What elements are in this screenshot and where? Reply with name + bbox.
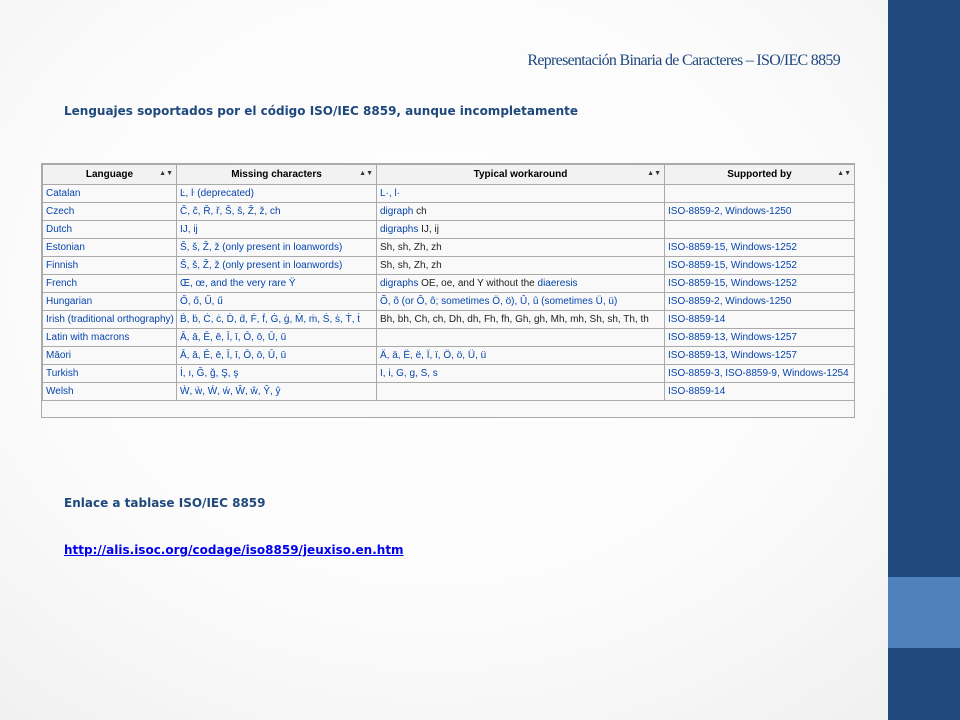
workaround: Sh, sh, Zh, zh bbox=[380, 260, 442, 271]
workaround[interactable]: L·, l· bbox=[380, 188, 400, 199]
slide-sidebar bbox=[888, 0, 960, 720]
missing-chars[interactable]: İ, ı, Ğ, ğ, Ş, ş bbox=[180, 368, 239, 379]
iso8859-url-link[interactable]: http://alis.isoc.org/codage/iso8859/jeuxiso.en.htm bbox=[64, 543, 404, 557]
missing-chars[interactable]: Ŀ, ŀ (deprecated) bbox=[180, 188, 254, 199]
missing-chars[interactable]: Ā, ā, Ē, ē, Ī, ī, Ō, ō, Ū, ū bbox=[180, 332, 287, 343]
column-header-label: Missing characters bbox=[231, 169, 322, 180]
workaround-text: OE, oe, and Y without the bbox=[418, 278, 538, 289]
table-row bbox=[43, 275, 855, 293]
table-row bbox=[43, 203, 855, 221]
missing-chars[interactable]: Ő, ő, Ű, ű bbox=[180, 296, 223, 307]
missing-chars[interactable]: Š, š, Ž, ž (only present in loanwords) bbox=[180, 242, 343, 253]
missing-chars[interactable]: Ḃ, ḃ, Ċ, ċ, Ḋ, ḋ, Ḟ, ḟ, Ġ, ġ, Ṁ, ṁ, Ṡ, ṡ, Ṫ, ṫ bbox=[180, 314, 361, 325]
supported-by[interactable]: ISO-8859-14 bbox=[668, 314, 726, 325]
column-header-language[interactable] bbox=[43, 165, 177, 185]
supported-by[interactable]: ISO-8859-2, Windows-1250 bbox=[668, 296, 792, 307]
workaround[interactable]: I, i, G, g, S, s bbox=[380, 368, 438, 379]
language-link[interactable]: Czech bbox=[46, 206, 75, 217]
table-row bbox=[43, 329, 855, 347]
supported-by[interactable]: ISO-8859-15, Windows-1252 bbox=[668, 260, 797, 271]
table-row bbox=[43, 347, 855, 365]
workaround[interactable]: Ä, ä, Ë, ë, Ï, ï, Ö, ö, Ü, ü bbox=[380, 350, 487, 361]
column-header-label: Language bbox=[85, 169, 134, 180]
diaeresis-link[interactable]: diaeresis bbox=[537, 278, 578, 289]
table-row bbox=[43, 293, 855, 311]
missing-chars[interactable]: Ā, ā, Ē, ē, Ī, ī, Ō, ō, Ū, ū bbox=[180, 350, 287, 361]
missing-chars[interactable]: Œ, œ, and the very rare Ÿ bbox=[180, 278, 296, 289]
language-link[interactable]: Catalan bbox=[46, 188, 81, 199]
missing-chars[interactable]: Ẁ, ẁ, Ẃ, ẃ, Ŵ, ŵ, Ŷ, ŷ bbox=[180, 386, 281, 397]
sort-arrows-icon[interactable]: ▲▼ bbox=[837, 170, 851, 177]
supported-by[interactable]: ISO-8859-13, Windows-1257 bbox=[668, 332, 797, 343]
sort-arrows-icon[interactable]: ▲▼ bbox=[359, 170, 373, 177]
column-header-missing[interactable] bbox=[177, 165, 377, 185]
table-row bbox=[43, 239, 855, 257]
languages-table bbox=[42, 164, 855, 401]
supported-by[interactable]: ISO-8859-2, Windows-1250 bbox=[668, 206, 792, 217]
table-row bbox=[43, 185, 855, 203]
supported-by[interactable]: ISO-8859-14 bbox=[668, 386, 726, 397]
column-header-workaround[interactable] bbox=[377, 165, 665, 185]
missing-chars[interactable]: IJ, ij bbox=[180, 224, 198, 235]
language-link[interactable]: Latin with macrons bbox=[46, 332, 130, 343]
table-row bbox=[43, 365, 855, 383]
workaround: Sh, sh, Zh, zh bbox=[380, 242, 442, 253]
language-link[interactable]: French bbox=[46, 278, 78, 289]
table-row bbox=[43, 221, 855, 239]
missing-chars[interactable]: Č, č, Ř, ř, Š, š, Ž, ž, ch bbox=[180, 206, 281, 217]
workaround-link[interactable]: digraphs bbox=[380, 224, 419, 235]
workaround-text: ch bbox=[413, 206, 427, 217]
table-row bbox=[43, 383, 855, 401]
language-link[interactable]: Estonian bbox=[46, 242, 85, 253]
workaround: Bh, bh, Ch, ch, Dh, dh, Fh, fh, Gh, gh, Mh, mh, Sh, sh, Th, th bbox=[380, 314, 649, 325]
sidebar-accent-block bbox=[888, 577, 960, 648]
languages-table-image bbox=[41, 163, 855, 418]
slide-title: Representación Binaria de Caracteres – ISO/IEC 8859 bbox=[527, 52, 840, 69]
language-link[interactable]: Welsh bbox=[46, 386, 74, 397]
supported-by[interactable]: ISO-8859-15, Windows-1252 bbox=[668, 242, 797, 253]
supported-by[interactable]: ISO-8859-15, Windows-1252 bbox=[668, 278, 797, 289]
missing-chars[interactable]: Š, š, Ž, ž (only present in loanwords) bbox=[180, 260, 343, 271]
language-link[interactable]: Finnish bbox=[46, 260, 79, 271]
language-link[interactable]: Māori bbox=[46, 350, 72, 361]
workaround-text: IJ, ij bbox=[418, 224, 439, 235]
table-header-row bbox=[43, 165, 855, 185]
table-row bbox=[43, 311, 855, 329]
workaround-link[interactable]: digraph bbox=[380, 206, 414, 217]
language-link[interactable]: Hungarian bbox=[46, 296, 93, 307]
column-header-label: Typical workaround bbox=[473, 169, 568, 180]
supported-by[interactable]: ISO-8859-3, ISO-8859-9, Windows-1254 bbox=[668, 368, 849, 379]
language-link[interactable]: Irish (traditional orthography) bbox=[46, 314, 174, 325]
slide-subtitle: Lenguajes soportados por el código ISO/IEC 8859, aunque incompletamente bbox=[64, 104, 579, 118]
workaround-link[interactable]: digraphs bbox=[380, 278, 419, 289]
table-row bbox=[43, 257, 855, 275]
language-link[interactable]: Dutch bbox=[46, 224, 73, 235]
language-link[interactable]: Turkish bbox=[46, 368, 79, 379]
sort-arrows-icon[interactable]: ▲▼ bbox=[647, 170, 661, 177]
column-header-supported[interactable] bbox=[665, 165, 855, 185]
sort-arrows-icon[interactable]: ▲▼ bbox=[159, 170, 173, 177]
supported-by[interactable]: ISO-8859-13, Windows-1257 bbox=[668, 350, 797, 361]
column-header-label: Supported by bbox=[727, 169, 792, 180]
link-label: Enlace a tablase ISO/IEC 8859 bbox=[64, 496, 266, 510]
workaround[interactable]: Õ, õ (or Ô, ô; sometimes Ö, ö), Û, û (sometimes Ü, ü) bbox=[380, 296, 618, 307]
